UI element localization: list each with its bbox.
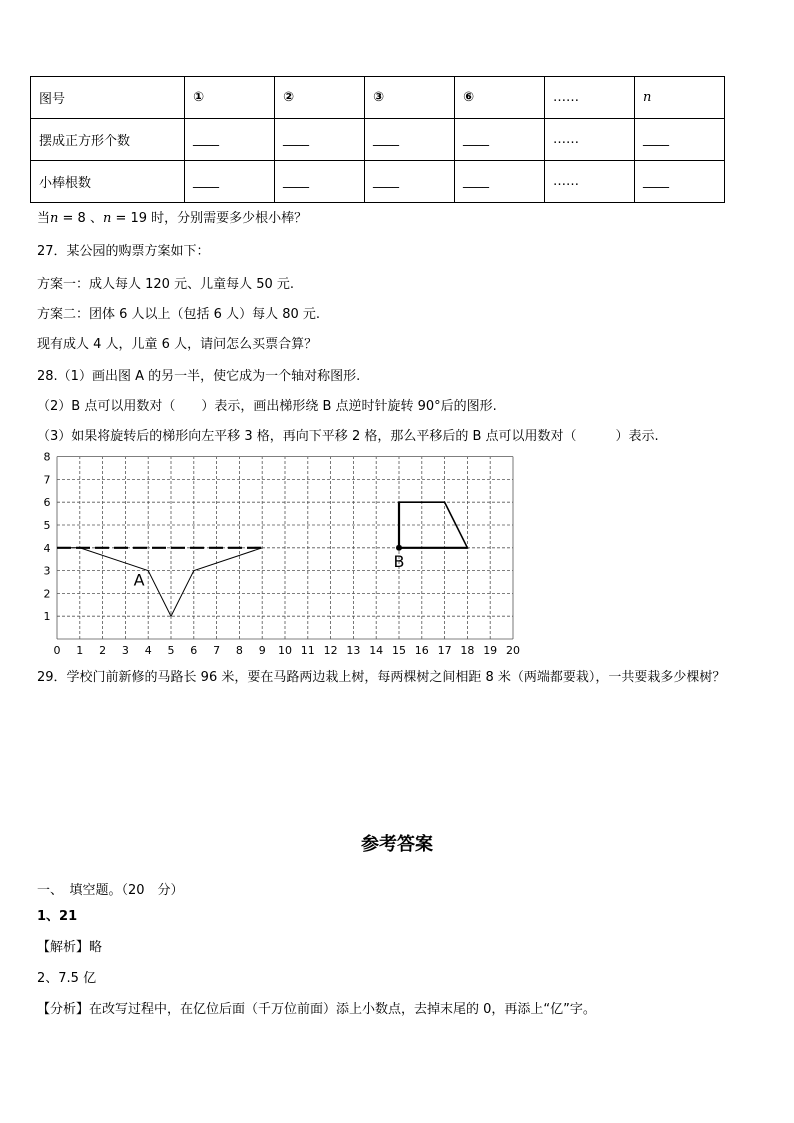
x-tick-label: 17 <box>437 644 452 657</box>
x-tick-label: 1 <box>76 644 84 657</box>
table-header-cell: ③ <box>365 77 455 119</box>
x-tick-label: 7 <box>213 644 221 657</box>
y-tick-label: 2 <box>43 587 51 601</box>
table-row <box>31 161 725 203</box>
point-b-label: B <box>393 551 405 571</box>
table-header-cell: ② <box>275 77 365 119</box>
x-tick-label: 20 <box>506 644 520 657</box>
answers-heading: 参考答案 <box>361 834 433 855</box>
q26-eq2: = 19 时，分别需要多少根小棒？ <box>111 211 308 226</box>
answer-blank: ____ <box>275 119 365 161</box>
y-tick-label: 4 <box>43 541 51 555</box>
y-tick-label: 1 <box>43 610 51 624</box>
x-tick-label: 0 <box>53 644 61 657</box>
answer-blank: ____ <box>275 161 365 203</box>
x-tick-label: 12 <box>323 644 338 657</box>
answer-1-note: 【解析】略 <box>37 940 103 955</box>
x-tick-label: 16 <box>414 644 429 657</box>
table-header-cell: 图号 <box>31 77 185 119</box>
q27-question: 现有成人 4 人，儿童 6 人，请问怎么买票合算？ <box>37 337 318 352</box>
answer-blank: ____ <box>455 161 545 203</box>
answer-1: 1、21 <box>37 909 78 924</box>
point-b <box>396 545 402 551</box>
answer-2: 2、7.5 亿 <box>37 971 97 986</box>
x-tick-label: 19 <box>483 644 498 657</box>
pattern-table <box>30 76 725 203</box>
table-row <box>31 119 725 161</box>
x-tick-label: 18 <box>460 644 475 657</box>
x-tick-label: 4 <box>144 644 152 657</box>
y-tick-label: 5 <box>43 519 51 532</box>
table-cell: …… <box>545 119 635 161</box>
x-tick-label: 10 <box>278 644 292 657</box>
answer-blank: ____ <box>185 161 275 203</box>
answer-blank: ____ <box>365 161 455 203</box>
table-header-cell: ⑥ <box>455 77 545 119</box>
coordinate-grid <box>30 448 530 658</box>
y-tick-label: 6 <box>43 496 51 510</box>
table-cell: …… <box>545 161 635 203</box>
q28-part2: （2）B 点可以用数对（ ）表示，画出梯形绕 B 点逆时针旋转 90°后的图形. <box>37 399 497 414</box>
y-tick-label: 3 <box>43 564 51 578</box>
y-tick-label: 8 <box>43 450 51 464</box>
x-tick-label: 9 <box>258 644 266 657</box>
q27-plan2: 方案二：团体 6 人以上（包括 6 人）每人 80 元. <box>37 307 321 322</box>
answer-blank: ____ <box>635 161 725 203</box>
q26-var: n <box>102 211 112 226</box>
answer-blank: ____ <box>365 119 455 161</box>
answer-2-note: 【分析】在改写过程中，在亿位后面（千万位前面）添上小数点，去掉末尾的 0，再添上“亿”字。 <box>37 1002 596 1017</box>
answers-section: 一、 填空题。（20 分） <box>37 883 184 898</box>
answer-blank: ____ <box>185 119 275 161</box>
x-tick-label: 15 <box>392 644 406 657</box>
x-tick-label: 13 <box>346 644 361 657</box>
answer-blank: ____ <box>455 119 545 161</box>
table-header-cell: n <box>635 77 725 119</box>
table-row-label: 小棒根数 <box>31 161 185 203</box>
x-tick-label: 5 <box>167 644 175 657</box>
q26-question <box>37 211 307 227</box>
figure-a-label: A <box>133 570 145 590</box>
q26-prefix: 当 <box>37 211 51 226</box>
x-tick-label: 2 <box>99 644 107 657</box>
q26-eq1: = 8 、 <box>58 211 103 226</box>
figure-a <box>57 548 262 616</box>
table-row <box>31 77 725 119</box>
x-tick-label: 11 <box>300 644 315 657</box>
table-header-cell: ① <box>185 77 275 119</box>
q27-plan1: 方案一：成人每人 120 元、儿童每人 50 元. <box>37 277 295 292</box>
x-tick-label: 6 <box>190 644 198 657</box>
table-header-cell: …… <box>545 77 635 119</box>
x-tick-label: 14 <box>369 644 384 657</box>
q28-part3: （3）如果将旋转后的梯形向左平移 3 格，再向下平移 2 格，那么平移后的 B 点可以用数对（ ）表示. <box>37 429 659 444</box>
y-tick-label: 7 <box>43 473 51 487</box>
q28-part1: 28.（1）画出图 A 的另一半，使它成为一个轴对称图形. <box>37 369 361 384</box>
answer-blank: ____ <box>635 119 725 161</box>
q26-var: n <box>50 211 59 226</box>
q27-title: 27．某公园的购票方案如下： <box>37 244 210 259</box>
q29-question: 29．学校门前新修的马路长 96 米，要在马路两边栽上树，每两棵树之间相距 8 米（两端都要栽），一共要栽多少棵树？ <box>37 670 726 685</box>
table-row-label: 摆成正方形个数 <box>31 119 185 161</box>
x-tick-label: 8 <box>235 644 243 657</box>
x-tick-label: 3 <box>121 644 129 657</box>
